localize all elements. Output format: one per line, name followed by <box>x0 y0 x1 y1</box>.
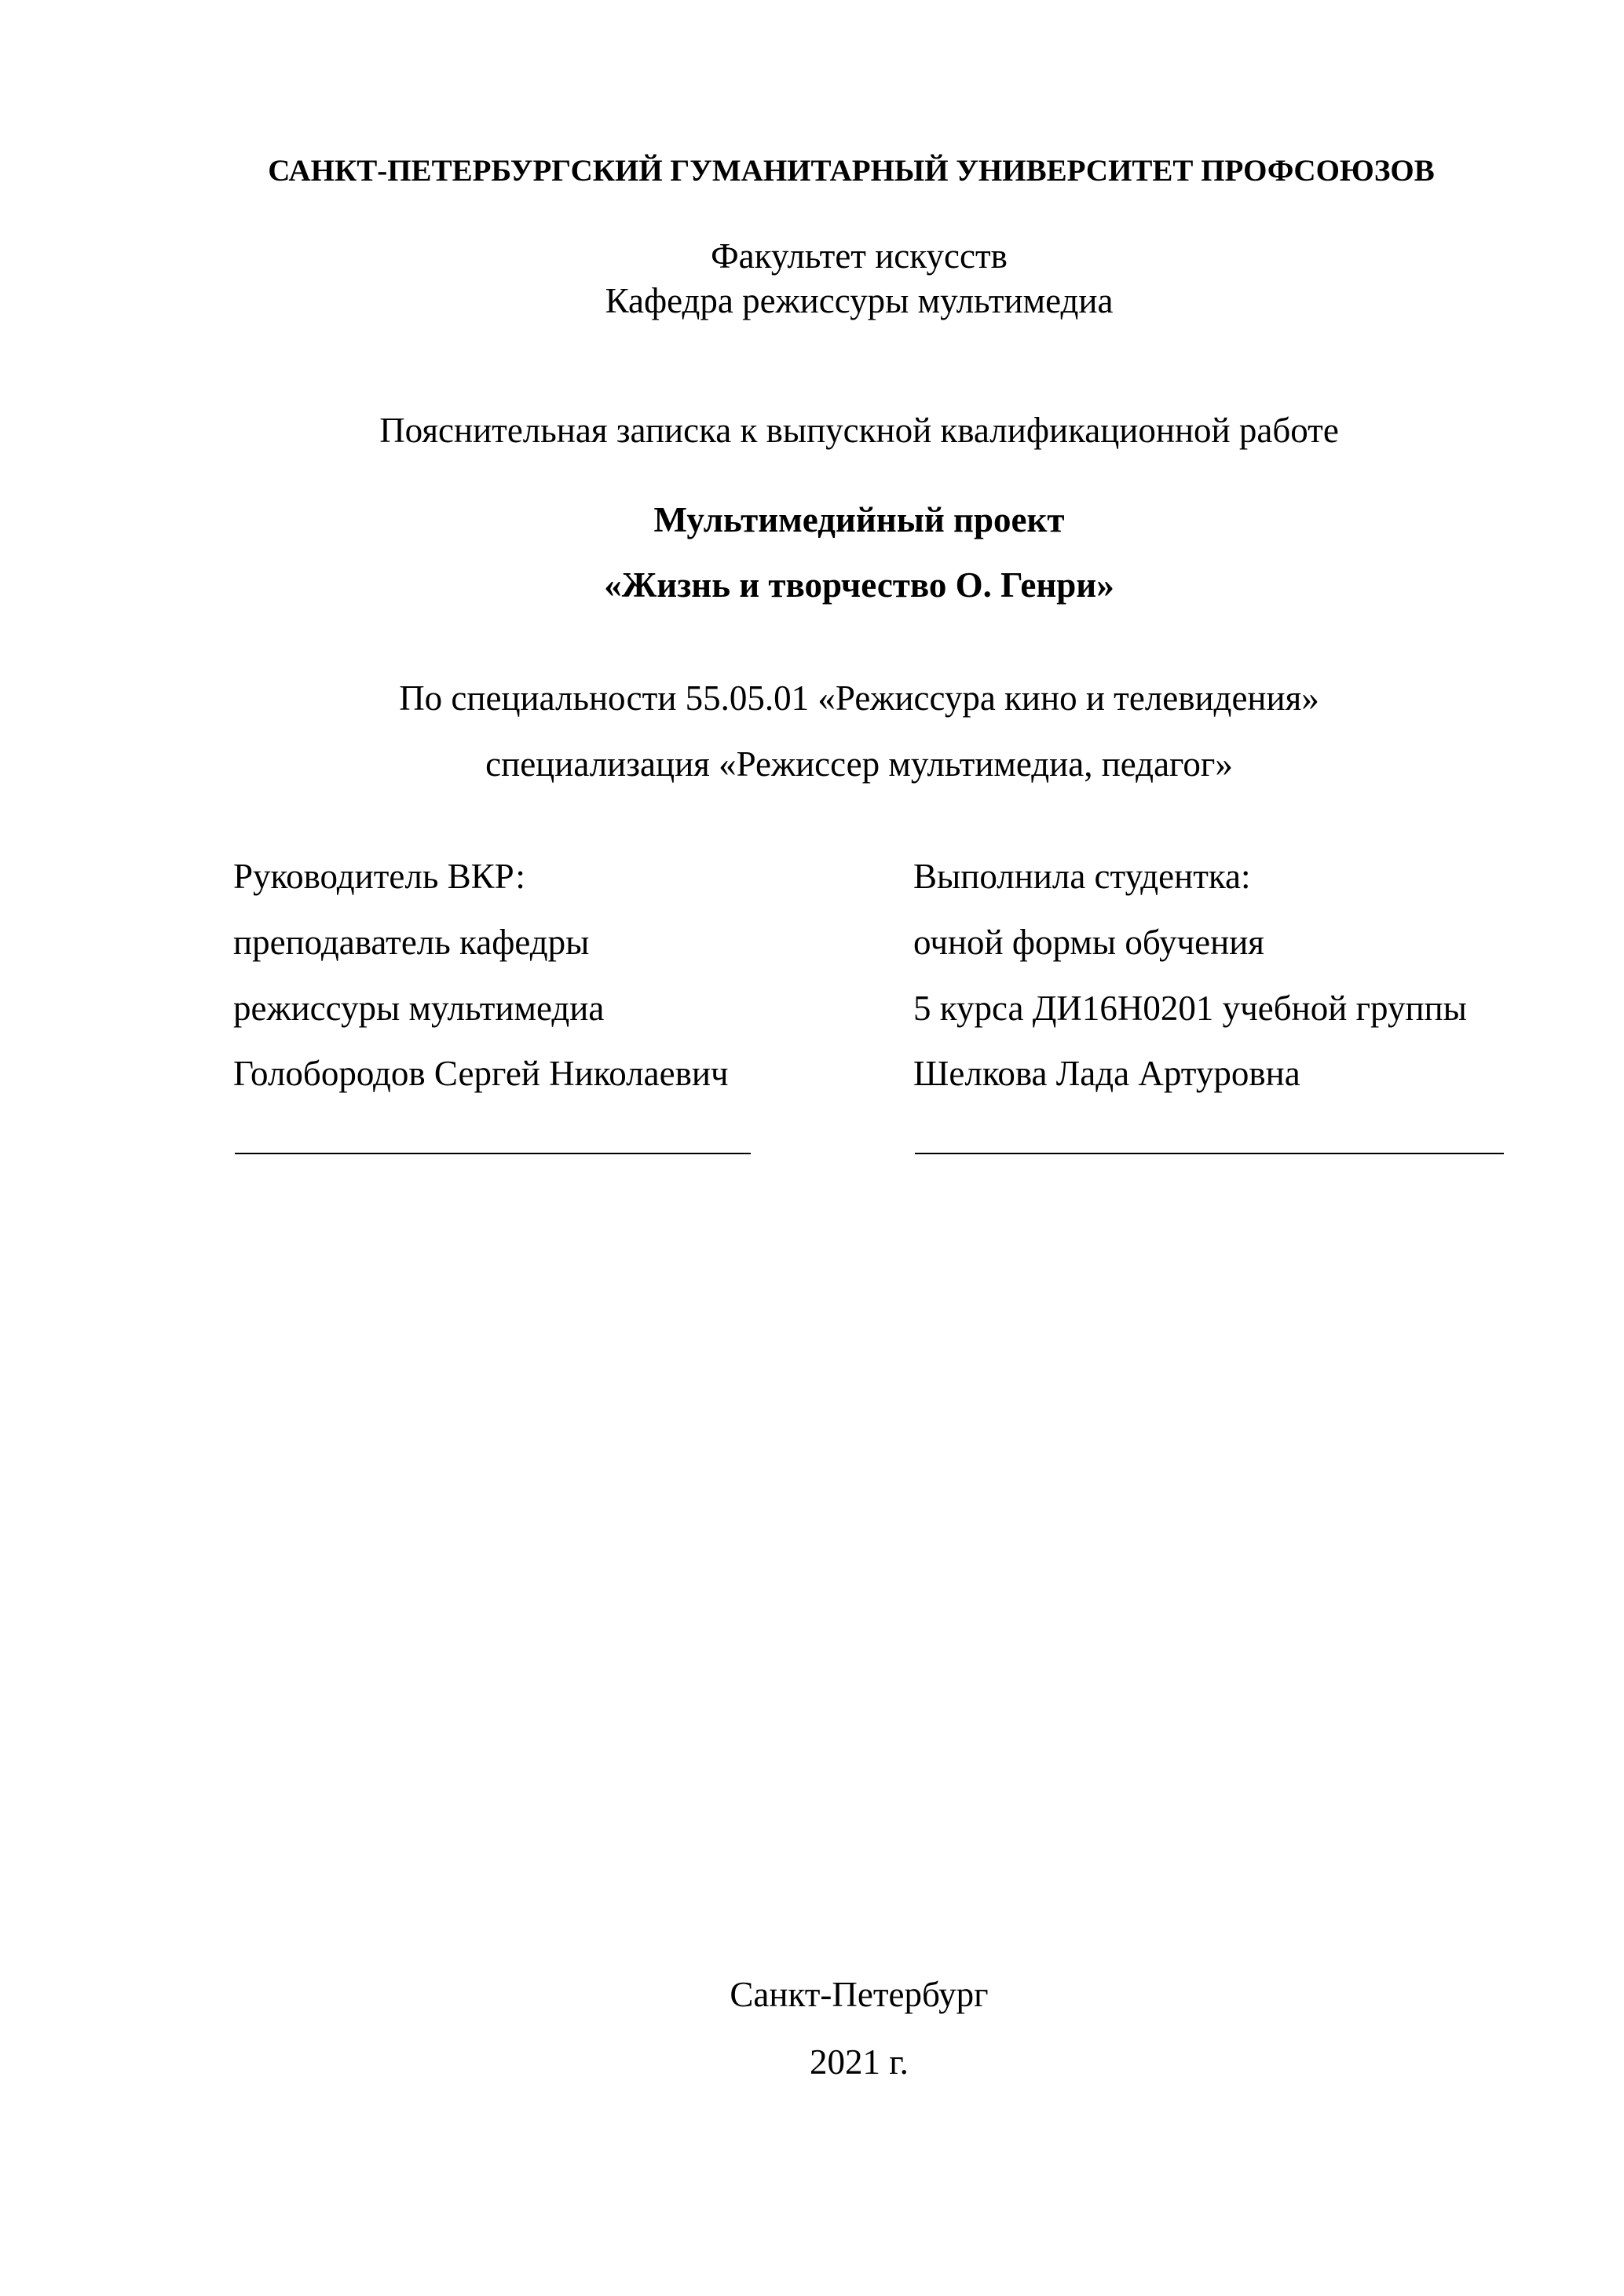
supervisor-signature-line <box>235 1153 751 1154</box>
supervisor-name: Голобородов Сергей Николаевич <box>233 1054 729 1093</box>
specialty-line: По специальности 55.05.01 «Режиссура кино и телевидения» <box>399 678 1319 718</box>
specialization-line: специализация «Режиссер мультимедиа, педагог» <box>485 744 1233 784</box>
year: 2021 г. <box>810 2042 909 2082</box>
supervisor-position-line-2: режиссуры мультимедиа <box>233 989 605 1028</box>
student-heading: Выполнила студентка: <box>913 857 1251 896</box>
faculty-name: Факультет искусств <box>711 236 1008 276</box>
student-study-form: очной формы обучения <box>913 923 1264 962</box>
supervisor-heading: Руководитель ВКР: <box>233 857 525 896</box>
project-title-line-2: «Жизнь и творчество О. Генри» <box>604 565 1114 605</box>
student-group: 5 курса ДИ16Н0201 учебной группы <box>913 989 1467 1028</box>
project-title-line-1: Мультимедийный проект <box>653 500 1065 539</box>
department-name: Кафедра режиссуры мультимедиа <box>605 281 1114 320</box>
supervisor-position-line-1: преподаватель кафедры <box>233 923 590 962</box>
student-signature-line <box>915 1153 1504 1154</box>
student-name: Шелкова Лада Артуровна <box>913 1054 1300 1093</box>
university-name: САНКТ-ПЕТЕРБУРГСКИЙ ГУМАНИТАРНЫЙ УНИВЕРСИТЕТ ПРОФСОЮЗОВ <box>268 154 1435 188</box>
city: Санкт-Петербург <box>730 1975 989 2014</box>
explanatory-note-label: Пояснительная записка к выпускной квалификационной работе <box>379 411 1339 450</box>
